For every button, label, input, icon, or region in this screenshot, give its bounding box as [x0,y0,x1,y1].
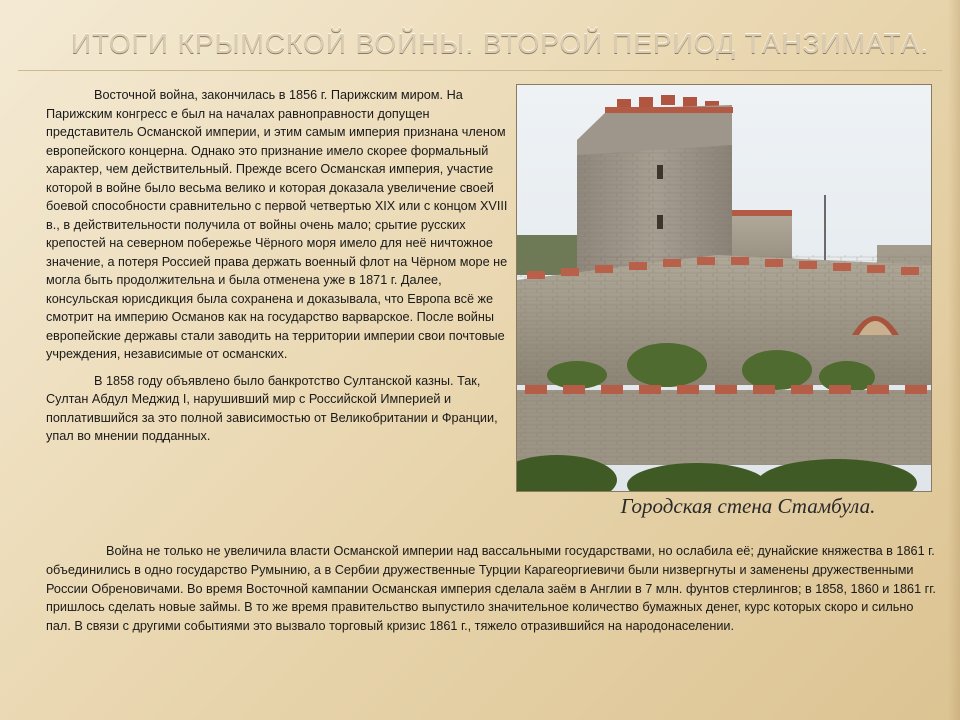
left-text-column [46,86,508,446]
paragraph-paris-peace: Восточной войнa, закончилась в 1856 г. Парижским миром. На Парижским конгресс е был на началах равноправности допущен представитель Османской империи, и этим самым империя признана членом европейского концерна. Однако это признание имело скорее формальный характер, чем действительный. Прежде всего Османская империя, участие которой в войне было весьма велико и которая доказала увеличение своей боевой способности сравнительно с первой четвертью XIX или с концом XVIII в., в действительности получила от войны очень мало; срытие русских крепостей на северном побережье Чёрного моря имело для неё ничтожное значение, а потеря Россией права держать военный флот на Чёрном море не могла быть продолжительна и была отменена уже в 1871 г. Далее, консульская юрисдикция была сохранена и доказывала, что Европа всё же смотрит на империю Османов как на государство варварское. После войны европейские державы стали заводить на территории империи свои почтовые учреждения, независимые от османских. [46,88,508,361]
title-underline [18,70,942,71]
right-edge-shade [948,0,960,720]
paragraph-consequences: Война не только не увеличила власти Османской империи над вассальными государствами, но ослабила её; дунайские княжества в 1861 г. объединились в одно государство Румынию, а в Сербии дружественные Турции Карагеоргиевичи были низвергнуты и заменены дружественными России Обреновичами. Во время Восточной кампании Османская империя сделала заём в Англии в 7 млн. фунтов стерлингов; в 1858, 1860 и 1861 гг. пришлось сделать новые займы. В то же время правительство выпустило значительное количество бумажных денег, курс которых скоро и сильно пал. В связи с другими событиями это вызвало торговый кризис 1861 г., тяжело отразившийся на народонаселении. [46,544,936,634]
paragraph-bankruptcy: В 1858 году объявлено было банкротство Султанской казны. Так, Султан Абдул Меджид I, нарушивший мир с Российской Империей и поплатившийся за это полной зависимостью от Великобритании и Франции, упал во мнении подданных. [46,373,498,443]
photo-caption: Городская стена Стамбула. [620,494,876,518]
slide-title: ИТОГИ КРЫМСКОЙ ВОЙНЫ. ВТОРОЙ ПЕРИОД ТАНЗИМАТА. [70,28,930,59]
city-wall-photo [516,84,932,492]
city-wall-photo-icon [517,85,931,491]
bottom-text [46,542,936,636]
